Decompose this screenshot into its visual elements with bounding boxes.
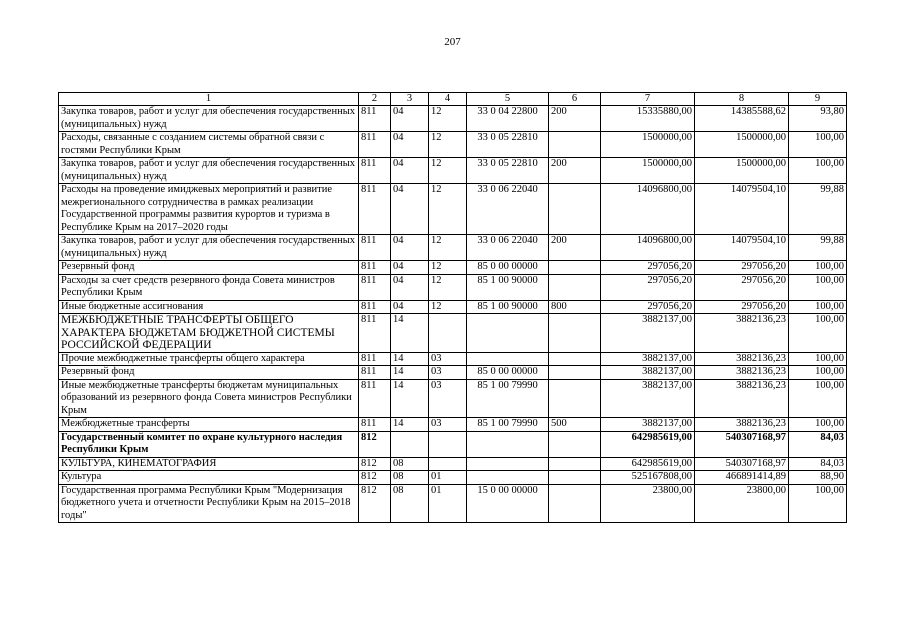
column-header: 2: [359, 93, 391, 106]
row-planned-amount: 23800,00: [601, 484, 695, 523]
column-header: 1: [59, 93, 359, 106]
row-executed-amount: 14079504,10: [695, 235, 789, 261]
table-row: [59, 106, 847, 132]
row-expense-type-code: [549, 379, 601, 418]
row-expense-type-code: [549, 274, 601, 300]
row-gr-code: 811: [359, 158, 391, 184]
row-section-code: 08: [391, 457, 429, 471]
table-row: [59, 261, 847, 275]
row-expense-type-code: 200: [549, 158, 601, 184]
row-section-code: 14: [391, 379, 429, 418]
row-name: Государственный комитет по охране культурного наследия Республики Крым: [59, 431, 359, 457]
row-gr-code: 811: [359, 106, 391, 132]
row-executed-amount: 14385588,62: [695, 106, 789, 132]
row-name: Расходы, связанные с созданием системы обратной связи с гостями Республики Крым: [59, 132, 359, 158]
table-row: [59, 352, 847, 366]
row-gr-code: 811: [359, 418, 391, 432]
row-execution-percent: 100,00: [789, 261, 847, 275]
row-execution-percent: 84,03: [789, 431, 847, 457]
row-executed-amount: 297056,20: [695, 261, 789, 275]
row-planned-amount: 14096800,00: [601, 184, 695, 235]
row-subsection-code: 03: [429, 418, 467, 432]
table-row: [59, 366, 847, 380]
row-executed-amount: 3882136,23: [695, 379, 789, 418]
column-header: 7: [601, 93, 695, 106]
column-header: 4: [429, 93, 467, 106]
table-row: [59, 184, 847, 235]
row-section-code: 08: [391, 471, 429, 485]
row-subsection-code: 12: [429, 235, 467, 261]
row-expense-type-code: [549, 184, 601, 235]
row-expense-type-code: [549, 366, 601, 380]
row-target-code: 33 0 06 22040: [467, 235, 549, 261]
row-executed-amount: 540307168,97: [695, 457, 789, 471]
row-section-code: [391, 431, 429, 457]
row-target-code: 85 0 00 00000: [467, 261, 549, 275]
row-name: Культура: [59, 471, 359, 485]
row-section-code: 04: [391, 132, 429, 158]
row-executed-amount: 3882136,23: [695, 352, 789, 366]
row-planned-amount: 3882137,00: [601, 379, 695, 418]
row-executed-amount: 1500000,00: [695, 132, 789, 158]
row-section-code: 04: [391, 184, 429, 235]
row-gr-code: 812: [359, 484, 391, 523]
row-execution-percent: 100,00: [789, 379, 847, 418]
row-execution-percent: 100,00: [789, 300, 847, 314]
row-execution-percent: 100,00: [789, 366, 847, 380]
row-planned-amount: 297056,20: [601, 274, 695, 300]
row-executed-amount: 3882136,23: [695, 366, 789, 380]
row-gr-code: 811: [359, 314, 391, 353]
row-gr-code: 811: [359, 300, 391, 314]
row-expense-type-code: [549, 484, 601, 523]
row-execution-percent: 99,88: [789, 184, 847, 235]
row-section-code: 14: [391, 418, 429, 432]
row-name: Закупка товаров, работ и услуг для обеспечения государственных (муниципальных) нужд: [59, 106, 359, 132]
row-target-code: 33 0 06 22040: [467, 184, 549, 235]
row-execution-percent: 100,00: [789, 352, 847, 366]
row-target-code: 33 0 05 22810: [467, 132, 549, 158]
row-planned-amount: 3882137,00: [601, 352, 695, 366]
row-expense-type-code: [549, 352, 601, 366]
row-expense-type-code: [549, 314, 601, 353]
row-expense-type-code: [549, 457, 601, 471]
row-expense-type-code: [549, 471, 601, 485]
row-planned-amount: 15335880,00: [601, 106, 695, 132]
row-name: Межбюджетные трансферты: [59, 418, 359, 432]
row-expense-type-code: 200: [549, 235, 601, 261]
row-subsection-code: [429, 314, 467, 353]
table-row: [59, 457, 847, 471]
table-row: [59, 300, 847, 314]
row-target-code: 85 1 00 79990: [467, 379, 549, 418]
row-executed-amount: 466891414,89: [695, 471, 789, 485]
table-row: [59, 471, 847, 485]
row-execution-percent: 84,03: [789, 457, 847, 471]
table-row: [59, 132, 847, 158]
row-section-code: 04: [391, 274, 429, 300]
row-target-code: [467, 314, 549, 353]
row-subsection-code: 03: [429, 366, 467, 380]
row-section-code: 04: [391, 261, 429, 275]
row-planned-amount: 1500000,00: [601, 132, 695, 158]
row-executed-amount: 1500000,00: [695, 158, 789, 184]
row-planned-amount: 1500000,00: [601, 158, 695, 184]
row-subsection-code: 01: [429, 484, 467, 523]
row-planned-amount: 3882137,00: [601, 366, 695, 380]
table-row: [59, 274, 847, 300]
row-execution-percent: 100,00: [789, 132, 847, 158]
column-header: 5: [467, 93, 549, 106]
row-expense-type-code: 200: [549, 106, 601, 132]
row-subsection-code: 01: [429, 471, 467, 485]
row-name: КУЛЬТУРА, КИНЕМАТОГРАФИЯ: [59, 457, 359, 471]
row-subsection-code: 03: [429, 352, 467, 366]
page-number: 207: [444, 36, 461, 48]
row-name: Закупка товаров, работ и услуг для обеспечения государственных (муниципальных) нужд: [59, 235, 359, 261]
row-name: МЕЖБЮДЖЕТНЫЕ ТРАНСФЕРТЫ ОБЩЕГО ХАРАКТЕРА БЮДЖЕТАМ БЮДЖЕТНОЙ СИСТЕМЫ РОССИЙСКОЙ ФЕДЕРАЦИИ: [59, 314, 359, 353]
row-planned-amount: 14096800,00: [601, 235, 695, 261]
header-row: [59, 93, 847, 106]
column-header: 3: [391, 93, 429, 106]
row-executed-amount: 297056,20: [695, 300, 789, 314]
row-target-code: 33 0 04 22800: [467, 106, 549, 132]
row-planned-amount: 297056,20: [601, 300, 695, 314]
column-header: 9: [789, 93, 847, 106]
row-execution-percent: 100,00: [789, 484, 847, 523]
row-gr-code: 811: [359, 366, 391, 380]
row-target-code: 85 1 00 90000: [467, 300, 549, 314]
row-planned-amount: 3882137,00: [601, 314, 695, 353]
row-section-code: 04: [391, 106, 429, 132]
row-name: Иные межбюджетные трансферты бюджетам муниципальных образований из резервного фонда Совета министров Республики Крым: [59, 379, 359, 418]
row-target-code: 85 1 00 90000: [467, 274, 549, 300]
table-row: [59, 235, 847, 261]
row-section-code: 14: [391, 314, 429, 353]
row-subsection-code: [429, 431, 467, 457]
row-executed-amount: 3882136,23: [695, 314, 789, 353]
row-target-code: 85 1 00 79990: [467, 418, 549, 432]
row-name: Резервный фонд: [59, 261, 359, 275]
row-gr-code: 812: [359, 471, 391, 485]
row-execution-percent: 88,90: [789, 471, 847, 485]
row-execution-percent: 99,88: [789, 235, 847, 261]
row-planned-amount: 642985619,00: [601, 457, 695, 471]
row-expense-type-code: 800: [549, 300, 601, 314]
table-row: [59, 484, 847, 523]
row-subsection-code: 12: [429, 261, 467, 275]
column-header: 8: [695, 93, 789, 106]
table-row: [59, 379, 847, 418]
row-section-code: 14: [391, 352, 429, 366]
row-subsection-code: 12: [429, 132, 467, 158]
row-subsection-code: 12: [429, 184, 467, 235]
row-gr-code: 812: [359, 431, 391, 457]
row-planned-amount: 3882137,00: [601, 418, 695, 432]
row-section-code: 14: [391, 366, 429, 380]
row-section-code: 08: [391, 484, 429, 523]
row-section-code: 04: [391, 158, 429, 184]
column-header: 6: [549, 93, 601, 106]
table-row: [59, 158, 847, 184]
row-planned-amount: 642985619,00: [601, 431, 695, 457]
row-name: Государственная программа Республики Крым "Модернизация бюджетного учета и отчетности Республики Крым на 2015–2018 годы": [59, 484, 359, 523]
row-execution-percent: 100,00: [789, 274, 847, 300]
row-name: Резервный фонд: [59, 366, 359, 380]
budget-table: [58, 92, 847, 523]
row-expense-type-code: [549, 261, 601, 275]
row-name: Иные бюджетные ассигнования: [59, 300, 359, 314]
row-expense-type-code: [549, 431, 601, 457]
row-executed-amount: 3882136,23: [695, 418, 789, 432]
row-gr-code: 811: [359, 274, 391, 300]
row-name: Прочие межбюджетные трансферты общего характера: [59, 352, 359, 366]
row-target-code: [467, 352, 549, 366]
row-execution-percent: 93,80: [789, 106, 847, 132]
row-gr-code: 811: [359, 261, 391, 275]
row-gr-code: 811: [359, 352, 391, 366]
row-target-code: 85 0 00 00000: [467, 366, 549, 380]
row-expense-type-code: [549, 132, 601, 158]
row-subsection-code: [429, 457, 467, 471]
table-row: [59, 418, 847, 432]
row-planned-amount: 525167808,00: [601, 471, 695, 485]
row-execution-percent: 100,00: [789, 158, 847, 184]
row-name: Закупка товаров, работ и услуг для обеспечения государственных (муниципальных) нужд: [59, 158, 359, 184]
row-planned-amount: 297056,20: [601, 261, 695, 275]
row-executed-amount: 14079504,10: [695, 184, 789, 235]
row-gr-code: 811: [359, 132, 391, 158]
row-target-code: [467, 431, 549, 457]
row-executed-amount: 540307168,97: [695, 431, 789, 457]
row-subsection-code: 12: [429, 106, 467, 132]
row-execution-percent: 100,00: [789, 314, 847, 353]
row-subsection-code: 12: [429, 300, 467, 314]
row-target-code: 33 0 05 22810: [467, 158, 549, 184]
row-expense-type-code: 500: [549, 418, 601, 432]
row-target-code: [467, 471, 549, 485]
row-subsection-code: 12: [429, 274, 467, 300]
row-subsection-code: 12: [429, 158, 467, 184]
row-subsection-code: 03: [429, 379, 467, 418]
table-row: [59, 431, 847, 457]
row-target-code: 15 0 00 00000: [467, 484, 549, 523]
row-gr-code: 812: [359, 457, 391, 471]
row-section-code: 04: [391, 235, 429, 261]
row-execution-percent: 100,00: [789, 418, 847, 432]
row-gr-code: 811: [359, 379, 391, 418]
table-row: [59, 314, 847, 353]
row-executed-amount: 297056,20: [695, 274, 789, 300]
row-target-code: [467, 457, 549, 471]
row-name: Расходы на проведение имиджевых мероприятий и развитие межрегионального сотрудничества в рамках реализации Государственной программы развития курортов и туризма в Республике Крым на 2017–2020 годы: [59, 184, 359, 235]
row-gr-code: 811: [359, 184, 391, 235]
row-gr-code: 811: [359, 235, 391, 261]
row-executed-amount: 23800,00: [695, 484, 789, 523]
row-section-code: 04: [391, 300, 429, 314]
row-name: Расходы за счет средств резервного фонда Совета министров Республики Крым: [59, 274, 359, 300]
